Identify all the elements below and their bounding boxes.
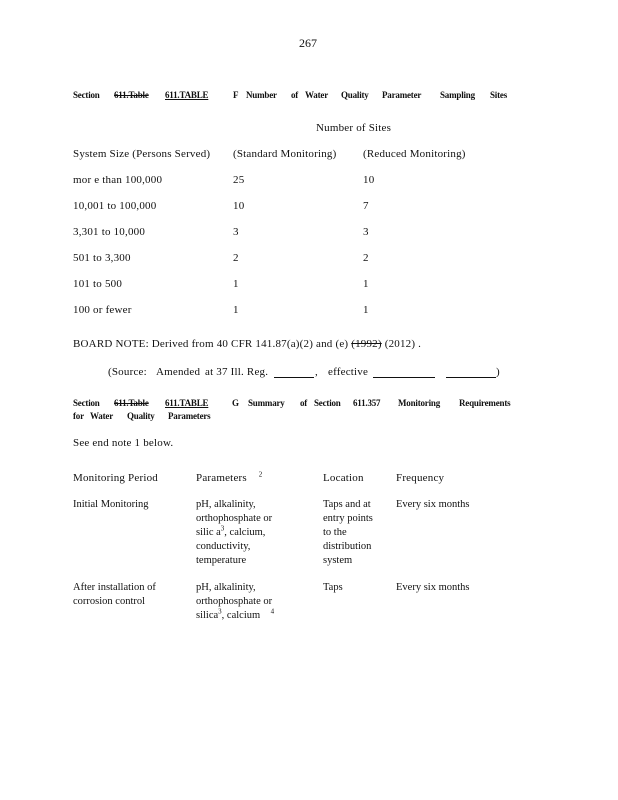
- column-header-system-size: System Size (Persons Served): [73, 148, 211, 160]
- header-title-word: Parameter: [382, 90, 422, 100]
- number-of-sites-heading: Number of Sites: [316, 122, 392, 134]
- source-effective-blank: [373, 367, 435, 378]
- parameter-line: orthophosphate or: [196, 596, 273, 607]
- source-reg: at 37 Ill. Reg.: [205, 366, 269, 378]
- source-effective: effective: [328, 366, 369, 378]
- header-table-struck: 611.Table: [114, 90, 149, 100]
- row-location: [323, 498, 373, 568]
- source-comma: ,: [315, 366, 318, 378]
- header-title-word: of: [291, 90, 299, 100]
- header-title-word: Sampling: [440, 90, 475, 100]
- location-line: distribution: [323, 541, 372, 552]
- header-title-word: Sites: [490, 90, 508, 100]
- source-amended: Amended: [156, 366, 201, 378]
- row-frequency: Every six months: [396, 499, 470, 510]
- header-table-new: 611.TABLE: [165, 90, 209, 100]
- header-title-word: Number: [246, 90, 277, 100]
- period-line: corrosion control: [73, 596, 146, 607]
- row-standard-count: 25: [233, 174, 245, 186]
- parameter-line: pH, alkalinity,: [196, 499, 256, 510]
- row-reduced-count: 2: [363, 252, 369, 264]
- row-standard-count: 1: [233, 304, 239, 316]
- parameter-footnote: 4: [270, 607, 275, 616]
- row-standard-count: 2: [233, 252, 239, 264]
- header-title-word: Water: [90, 411, 113, 421]
- header-title-word: Section: [314, 398, 341, 408]
- parameter-line: temperature: [196, 555, 247, 566]
- parameter-text: silica: [196, 610, 219, 621]
- row-reduced-count: 10: [363, 174, 375, 186]
- location-line: entry points: [323, 513, 373, 524]
- board-note-struck-year: (1992): [351, 338, 382, 350]
- row-reduced-count: 1: [363, 304, 369, 316]
- header-table-struck: 611.Table: [114, 398, 149, 408]
- row-standard-count: 3: [233, 226, 239, 238]
- parameter-line: pH, alkalinity,: [196, 582, 256, 593]
- header-title-word: Requirements: [459, 398, 511, 408]
- column-header-standard: (Standard Monitoring): [233, 148, 337, 160]
- header-title-word: Quality: [341, 90, 369, 100]
- parameter-text: , calcium: [221, 610, 261, 621]
- location-line: Taps and at: [323, 499, 371, 510]
- header-table-letter: F: [233, 90, 239, 100]
- header-table-new: 611.TABLE: [165, 398, 209, 408]
- row-frequency: Every six months: [396, 582, 470, 593]
- parameter-text: , calcium,: [224, 527, 266, 538]
- row-parameters: [196, 581, 274, 623]
- period-line: After installation of: [73, 582, 156, 593]
- header-section-word: Section: [73, 90, 100, 100]
- parameter-line: [196, 609, 274, 623]
- row-location: Taps: [323, 582, 343, 593]
- board-note-text: BOARD NOTE: Derived from 40 CFR 141.87(a)(2) and (e): [73, 338, 349, 350]
- row-system-size: 100 or fewer: [73, 304, 132, 316]
- source-close: ): [496, 366, 500, 378]
- row-system-size: 501 to 3,300: [73, 252, 131, 264]
- header-title-word: Water: [305, 90, 328, 100]
- header-title-word: Monitoring: [398, 398, 440, 408]
- parameter-footnote: 3: [218, 607, 222, 616]
- row-system-size: 10,001 to 100,000: [73, 200, 157, 212]
- row-standard-count: 1: [233, 278, 239, 290]
- parameter-text: silic a: [196, 527, 221, 538]
- row-parameters: [196, 498, 272, 568]
- location-line: system: [323, 555, 353, 566]
- row-system-size: 3,301 to 10,000: [73, 226, 146, 238]
- row-standard-count: 10: [233, 200, 245, 212]
- column-header-parameters: [196, 472, 262, 484]
- end-note-reference: See end note 1 below.: [73, 437, 174, 449]
- row-period: Initial Monitoring: [73, 499, 149, 510]
- header-title-word: Parameters: [168, 411, 211, 421]
- parameter-line: [196, 526, 272, 540]
- header-title-word: of: [300, 398, 308, 408]
- header-title-word: Summary: [248, 398, 285, 408]
- parameter-line: conductivity,: [196, 541, 251, 552]
- header-title-word: Quality: [127, 411, 155, 421]
- row-system-size: 101 to 500: [73, 278, 123, 290]
- row-reduced-count: 7: [363, 200, 369, 212]
- header-title-word: 611.357: [353, 398, 381, 408]
- column-header-frequency: Frequency: [396, 472, 445, 484]
- parameter-line: orthophosphate or: [196, 513, 273, 524]
- board-note: [73, 338, 421, 350]
- row-system-size: mor e than 100,000: [73, 174, 163, 186]
- page-number: 267: [299, 36, 317, 50]
- parameters-label: Parameters: [196, 472, 247, 484]
- header-title-word: for: [73, 411, 84, 421]
- row-period: [73, 581, 156, 609]
- source-effective-blank: [446, 367, 496, 378]
- parameter-footnote: 3: [220, 524, 225, 533]
- header-table-letter: G: [232, 398, 239, 408]
- parameters-footnote: 2: [258, 470, 263, 479]
- column-header-monitoring-period: Monitoring Period: [73, 472, 158, 484]
- row-reduced-count: 1: [363, 278, 369, 290]
- header-section-word: Section: [73, 398, 100, 408]
- source-open: (Source:: [108, 366, 147, 378]
- board-note-suffix: (2012) .: [381, 338, 422, 350]
- source-reg-blank: [274, 367, 314, 378]
- column-header-location: Location: [323, 472, 364, 484]
- location-line: to the: [323, 527, 347, 538]
- row-reduced-count: 3: [363, 226, 369, 238]
- column-header-reduced: (Reduced Monitoring): [363, 148, 466, 160]
